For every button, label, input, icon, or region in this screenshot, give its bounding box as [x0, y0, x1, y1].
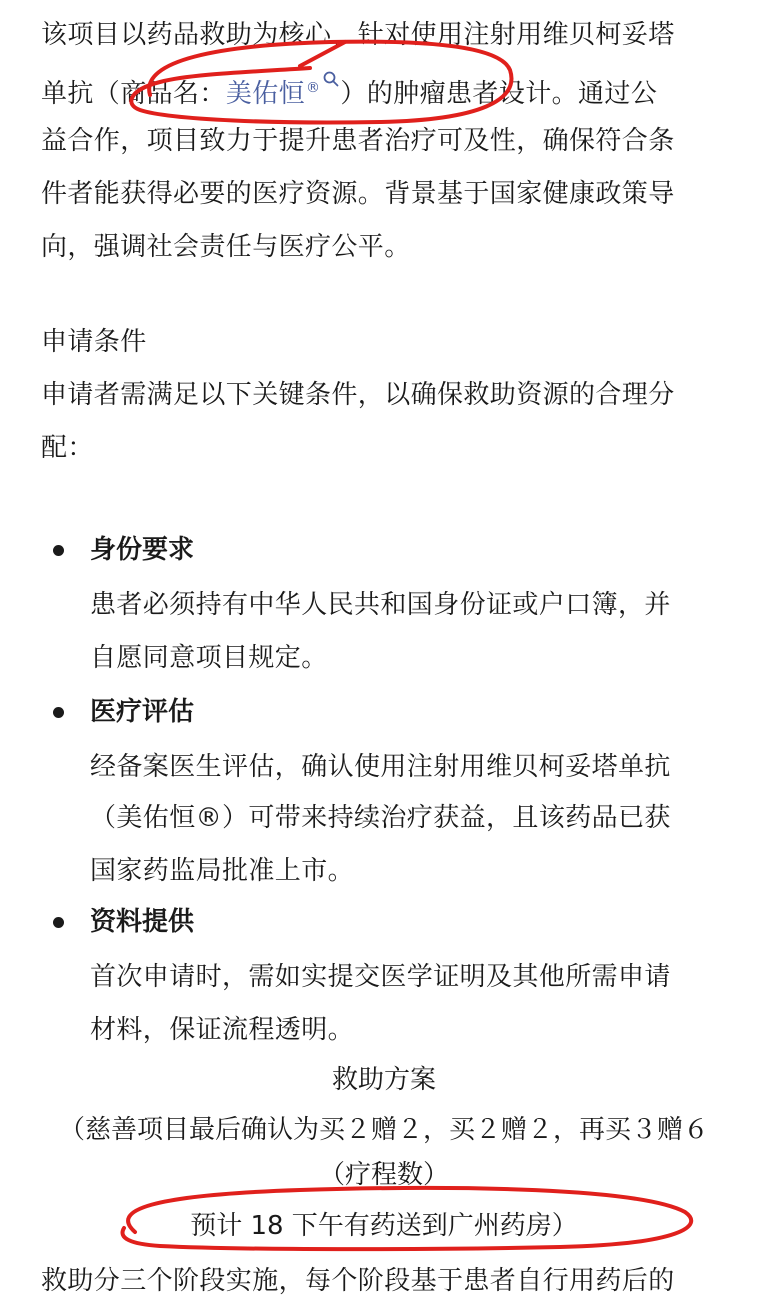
bullet-dot: [53, 545, 64, 556]
intro-line-1: 该项目以药品救助为核心，针对使用注射用维贝柯妥塔: [41, 20, 675, 50]
intro-line-2-suffix: ）的肿瘤患者设计。通过公: [340, 79, 658, 109]
condition-text: 国家药监局批准上市。: [90, 856, 355, 886]
condition-title-identity: 身份要求: [90, 535, 195, 565]
condition-title-documents: 资料提供: [90, 907, 195, 937]
intro-line-2: [41, 70, 657, 112]
condition-text: 自愿同意项目规定。: [90, 643, 328, 673]
intro-line-4: 件者能获得必要的医疗资源。背景基于国家健康政策导: [41, 179, 675, 209]
registered-mark: ®: [306, 80, 321, 96]
bullet-dot: [53, 707, 64, 718]
conditions-heading: 申请条件: [41, 327, 147, 357]
conditions-desc-line-2: 配：: [41, 433, 94, 463]
brand-name-text[interactable]: 美佑恒: [225, 79, 306, 109]
conditions-desc-line-1: 申请者需满足以下关键条件，以确保救助资源的合理分: [41, 380, 675, 410]
footer-line: 救助分三个阶段实施，每个阶段基于患者自行用药后的: [41, 1266, 675, 1296]
condition-text: 经备案医生评估，确认使用注射用维贝柯妥塔单抗: [90, 752, 671, 782]
intro-line-5: 向，强调社会责任与医疗公平。: [41, 232, 411, 262]
condition-text: （美佑恒®）可带来持续治疗获益，且该药品已获: [90, 803, 671, 833]
plan-title: 救助方案: [331, 1065, 436, 1095]
condition-text: 材料，保证流程透明。: [90, 1015, 355, 1045]
plan-line-2: （疗程数）: [318, 1160, 449, 1190]
intro-line-2-prefix: 单抗（商品名：: [41, 79, 226, 109]
plan-line-1: （慈善项目最后确认为买２赠２，买２赠２，再买３赠６: [58, 1115, 709, 1145]
condition-text: 首次申请时，需如实提交医学证明及其他所需申请: [90, 962, 671, 992]
intro-line-3: 益合作，项目致力于提升患者治疗可及性，确保符合条: [41, 126, 675, 156]
search-icon[interactable]: [322, 70, 340, 88]
condition-title-medical: 医疗评估: [90, 697, 195, 727]
plan-note: 预计 18 下午有药送到广州药房）: [190, 1211, 578, 1241]
brand-name-link[interactable]: [226, 79, 341, 109]
condition-text: 患者必须持有中华人民共和国身份证或户口簿，并: [90, 590, 671, 620]
bullet-dot: [53, 917, 64, 928]
